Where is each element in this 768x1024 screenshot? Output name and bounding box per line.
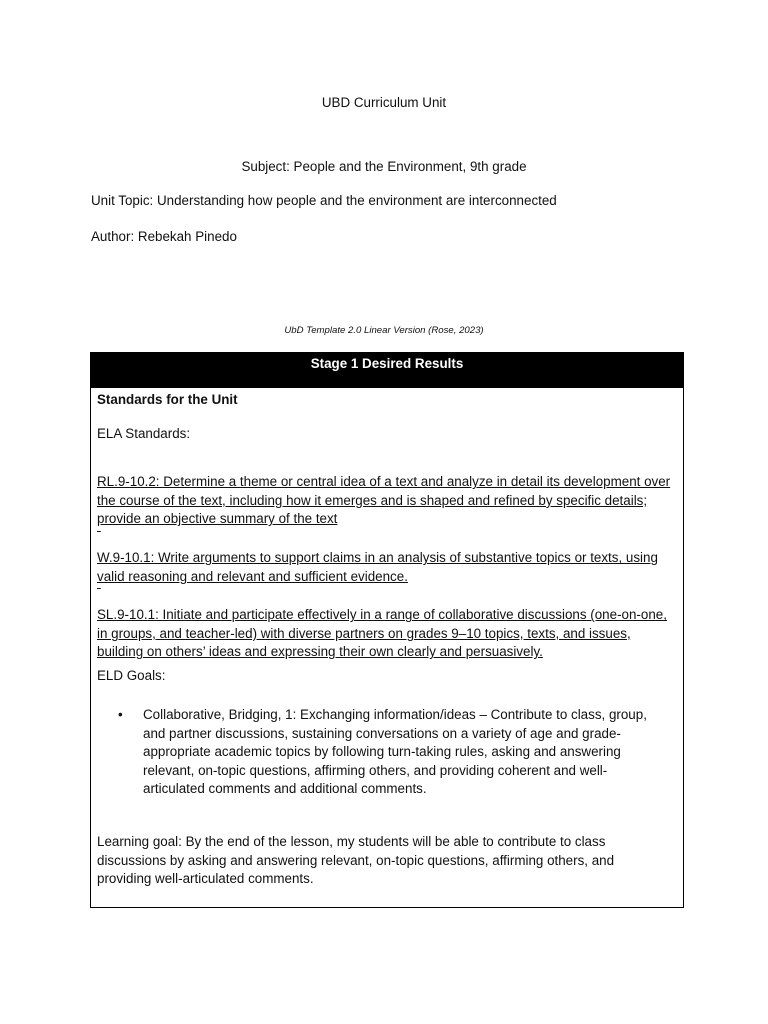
- ela-standard-rl-9-10-2: RL.9-10.2: Determine a theme or central idea of a text and analyze in detail its development over the course of the text, including how it emerges and is shaped and refined by specific details; provide an objective summary of the text: [97, 474, 671, 527]
- bullet-icon: •: [118, 707, 123, 722]
- eld-goal-text: Collaborative, Bridging, 1: Exchanging information/ideas – Contribute to class, group, and partner discussions, sustaining conversations on a variety of age and grade-appropriate academic topics by following turn-taking rules, asking and answering relevant, on-topic questions, affirming others, and providing coherent and well-articulated comments and additional comments.: [143, 707, 647, 796]
- list-item: [97, 706, 667, 799]
- ela-standards-heading: ELA Standards:: [97, 426, 191, 441]
- ela-standard-sl-9-10-1: SL.9-10.1: Initiate and participate effectively in a range of collaborative discussions (one-on-one, in groups, and teacher-led) with diverse partners on grades 9–10 topics, texts, and issues, building on others’ ideas and expressing their own clearly and persuasively.: [97, 607, 667, 660]
- learning-goal: Learning goal: By the end of the lesson, my students will be able to contribute to class discussions by asking and answering relevant, on-topic questions, affirming others, and providing well-articulated comments.: [97, 834, 615, 887]
- standards-heading: Standards for the Unit: [97, 392, 238, 407]
- subject-line: Subject: People and the Environment, 9th grade: [241, 159, 527, 174]
- eld-goals-list: [97, 706, 667, 799]
- document-title: UBD Curriculum Unit: [321, 95, 447, 110]
- ela-standard-w-9-10-1: W.9-10.1: Write arguments to support claims in an analysis of substantive topics or texts, using valid reasoning and relevant and sufficient evidence.: [97, 550, 658, 584]
- author-line: Author: Rebekah Pinedo: [91, 229, 237, 244]
- stage1-header: Stage 1 Desired Results: [91, 353, 683, 388]
- unit-topic-line: Unit Topic: Understanding how people and the environment are interconnected: [91, 193, 557, 208]
- stage1-table: [90, 352, 684, 908]
- template-caption: UbD Template 2.0 Linear Version (Rose, 2023): [284, 325, 484, 336]
- empty-paragraph-mark: [97, 517, 103, 535]
- eld-goals-heading: ELD Goals:: [97, 668, 166, 683]
- empty-paragraph-mark: [97, 574, 103, 592]
